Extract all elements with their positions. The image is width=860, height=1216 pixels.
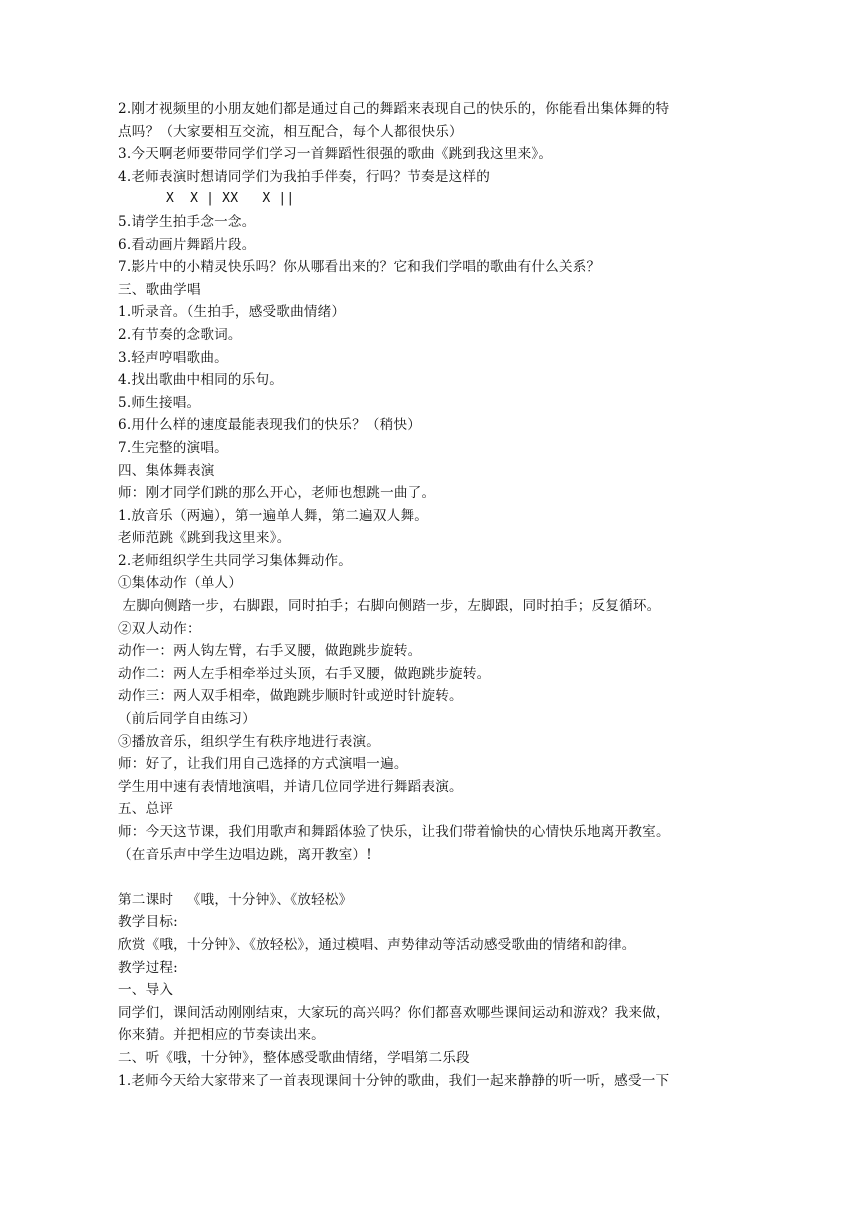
text-line: 4.老师表演时想请同学们为我拍手伴奏，行吗？节奏是这样的	[118, 168, 491, 185]
text-line: 1.放音乐（两遍），第一遍单人舞，第二遍双人舞。	[118, 507, 429, 524]
text-line: 老师范跳《跳到我这里来》。	[118, 530, 291, 547]
lesson-title: 第二课时 《哦，十分钟》、《放轻松》	[118, 891, 353, 908]
rhythm-notation: X X | XX X ||	[166, 191, 295, 207]
text-line: （在音乐声中学生边唱边跳，离开教室）!	[118, 846, 372, 863]
document-page	[118, 98, 744, 1092]
text-line: 师：刚才同学们跳的那么开心，老师也想跳一曲了。	[118, 485, 436, 502]
text-line: 1.老师今天给大家带来了一首表现课间十分钟的歌曲，我们一起来静静的听一听，感受一下	[118, 1072, 670, 1089]
text-line: 动作一：两人钩左臂，右手叉腰，做跑跳步旋转。	[118, 643, 422, 660]
section-heading: 一、导入	[118, 982, 174, 999]
text-line: ①集体动作（单人）	[118, 575, 243, 592]
text-line: 动作二：两人左手相牵举过头顶，右手叉腰，做跑跳步旋转。	[118, 665, 491, 682]
text-line: ③播放音乐，组织学生有秩序地进行表演。	[118, 733, 381, 750]
section-heading: 三、歌曲学唱	[118, 281, 201, 298]
blank-line	[118, 866, 744, 889]
section-heading: 四、集体舞表演	[118, 462, 215, 479]
text-line: 师：好了，让我们用自己选择的方式演唱一遍。	[118, 756, 408, 773]
section-heading: 五、总评	[118, 801, 174, 818]
text-line: 欣赏《哦，十分钟》、《放轻松》，通过模唱、声势律动等活动感受歌曲的情绪和韵律。	[118, 936, 636, 953]
text-line: 学生用中速有表情地演唱，并请几位同学进行舞蹈表演。	[118, 778, 463, 795]
text-line: 6.看动画片舞蹈片段。	[118, 236, 256, 253]
text-line: 2.老师组织学生共同学习集体舞动作。	[118, 552, 353, 569]
text-line: 你来猜。并把相应的节奏读出来。	[118, 1027, 325, 1044]
text-line: 4.找出歌曲中相同的乐句。	[118, 372, 284, 389]
text-line: 5.师生接唱。	[118, 394, 201, 411]
text-line: 7.影片中的小精灵快乐吗？你从哪看出来的？它和我们学唱的歌曲有什么关系？	[118, 259, 601, 276]
text-line: 教学目标:	[118, 914, 178, 931]
text-line: 点吗？（大家要相互交流，相互配合，每个人都很快乐）	[118, 123, 463, 140]
text-line: （前后同学自由练习）	[118, 711, 256, 728]
text-line: 6.用什么样的速度最能表现我们的快乐？（稍快）	[118, 417, 422, 434]
text-line: 5.请学生拍手念一念。	[118, 213, 256, 230]
text-line: 动作三：两人双手相牵，做跑跳步顺时针或逆时针旋转。	[118, 688, 463, 705]
text-line: 2.刚才视频里的小朋友她们都是通过自己的舞蹈来表现自己的快乐的，你能看出集体舞的特	[118, 101, 670, 117]
section-heading: 二、听《哦，十分钟》，整体感受歌曲情绪，学唱第二乐段	[118, 1049, 470, 1066]
text-line: 3.今天啊老师要带同学们学习一首舞蹈性很强的歌曲《跳到我这里来》。	[118, 146, 553, 163]
text-line: 3.轻声哼唱歌曲。	[118, 349, 228, 366]
text-line: 师：今天这节课，我们用歌声和舞蹈体验了快乐，让我们带着愉快的心情快乐地离开教室。	[118, 824, 670, 840]
text-line: 7.生完整的演唱。	[118, 439, 228, 456]
text-line: 左脚向侧踏一步，右脚跟，同时拍手；右脚向侧踏一步，左脚跟，同时拍手；反复循环。	[118, 598, 661, 615]
text-line: 同学们，课间活动刚刚结束，大家玩的高兴吗？你们都喜欢哪些课间运动和游戏？我来做，	[118, 1004, 670, 1021]
text-line: 1.听录音。（生拍手，感受歌曲情绪）	[118, 304, 346, 321]
text-line: 2.有节奏的念歌词。	[118, 326, 242, 343]
text-line: ②双人动作：	[118, 620, 201, 637]
text-line: 教学过程:	[118, 959, 178, 976]
